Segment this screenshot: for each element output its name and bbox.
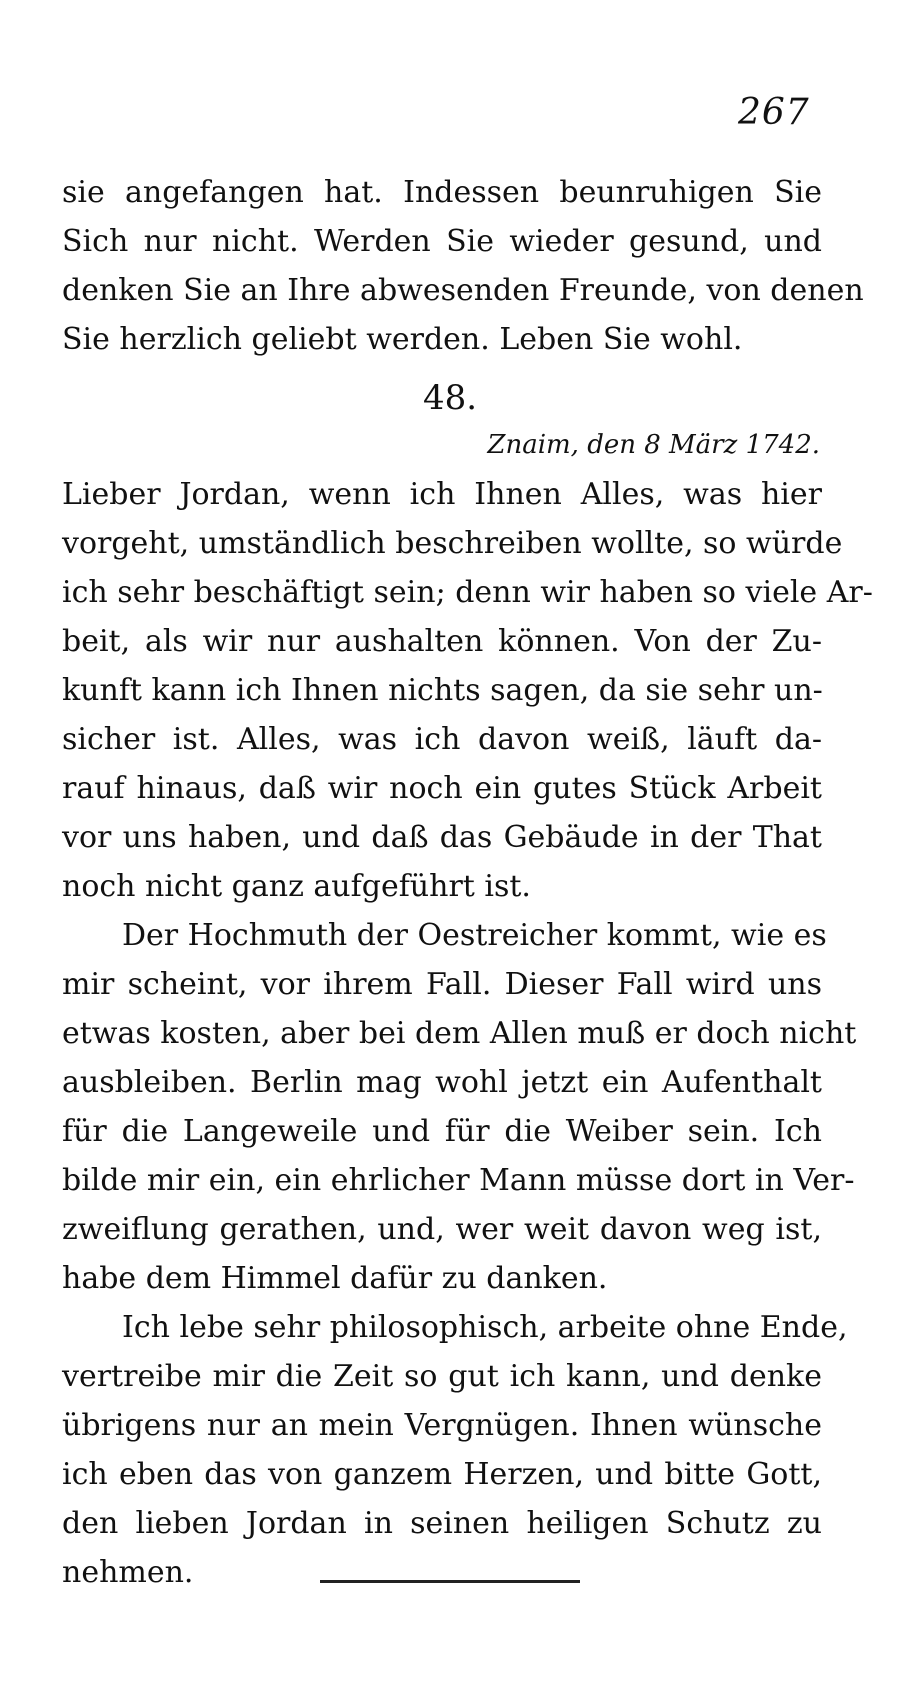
text-line: ich sehr beschäftigt sein; denn wir haben so viele Ar- <box>62 575 873 610</box>
text-line: nehmen. <box>62 1555 194 1590</box>
end-rule <box>320 1580 580 1583</box>
text-line: zweiflung gerathen, und, wer weit davon weg ist, <box>62 1212 822 1247</box>
text-line: kunft kann ich Ihnen nichts sagen, da sie sehr un- <box>62 673 823 708</box>
paragraph-1 <box>62 470 873 911</box>
text-line: den lieben Jordan in seinen heiligen Schutz zu <box>62 1506 822 1541</box>
text-line: sie angefangen hat. Indessen beunruhigen Sie <box>62 175 822 210</box>
text-line: Sich nur nicht. Werden Sie wieder gesund, und <box>62 224 822 259</box>
text-line: habe dem Himmel dafür zu danken. <box>62 1261 608 1296</box>
text-line: sicher ist. Alles, was ich davon weiß, läuft da- <box>62 722 822 757</box>
previous-letter-ending <box>62 168 864 364</box>
text-line: vorgeht, umständlich beschreiben wollte, so würde <box>62 526 843 561</box>
text-line: beit, als wir nur aushalten können. Von der Zu- <box>62 624 822 659</box>
paragraph-3 <box>62 1303 848 1597</box>
text-line: Sie herzlich geliebt werden. Leben Sie wohl. <box>62 322 743 357</box>
text-line: bilde mir ein, ein ehrlicher Mann müsse dort in Ver- <box>62 1163 855 1198</box>
text-line: ich eben das von ganzem Herzen, und bitte Gott, <box>62 1457 822 1492</box>
letter-number: 48. <box>422 378 478 418</box>
text-line: Ich lebe sehr philosophisch, arbeite ohne Ende, <box>122 1310 848 1345</box>
paragraph-2 <box>62 911 857 1303</box>
text-line: noch nicht ganz aufgeführt ist. <box>62 869 531 904</box>
text-line: für die Langeweile und für die Weiber sein. Ich <box>62 1114 822 1149</box>
dateline: Znaim, den 8 März 1742. <box>487 430 820 460</box>
text-line: vor uns haben, und daß das Gebäude in der That <box>62 820 822 855</box>
text-line: vertreibe mir die Zeit so gut ich kann, und denke <box>62 1359 822 1394</box>
text-line: rauf hinaus, daß wir noch ein gutes Stück Arbeit <box>62 771 822 806</box>
text-line: etwas kosten, aber bei dem Allen muß er doch nicht <box>62 1016 857 1051</box>
text-line: übrigens nur an mein Vergnügen. Ihnen wünsche <box>62 1408 822 1443</box>
page-number: 267 <box>738 92 810 133</box>
text-line: denken Sie an Ihre abwesenden Freunde, von denen <box>62 273 864 308</box>
text-line: Lieber Jordan, wenn ich Ihnen Alles, was hier <box>62 477 822 512</box>
letter-body <box>62 470 873 1597</box>
text-line: mir scheint, vor ihrem Fall. Dieser Fall wird uns <box>62 967 822 1002</box>
text-line: ausbleiben. Berlin mag wohl jetzt ein Aufenthalt <box>62 1065 822 1100</box>
text-line: Der Hochmuth der Oestreicher kommt, wie es <box>122 918 827 953</box>
